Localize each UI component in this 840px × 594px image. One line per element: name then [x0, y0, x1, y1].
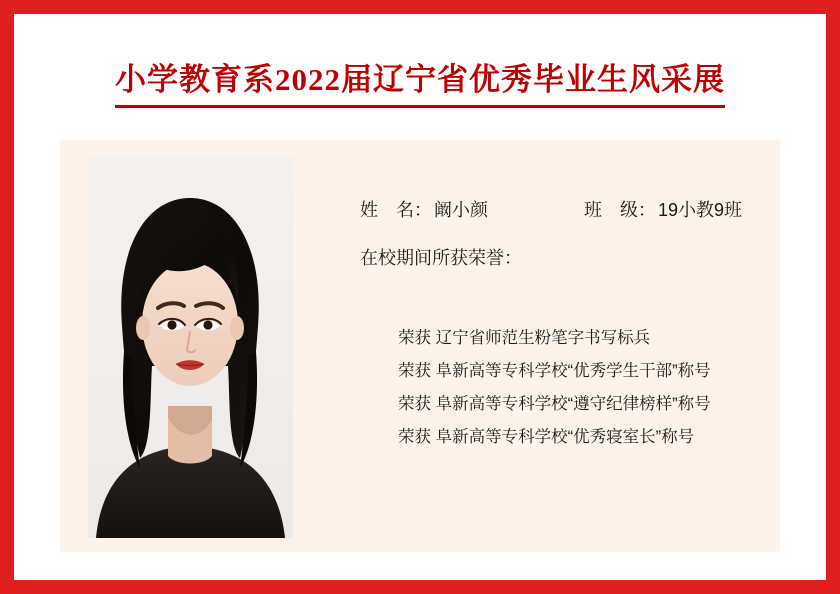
honors-list: [398, 322, 756, 454]
profile-info: [360, 196, 756, 454]
list-item: 荣获 阜新高等专科学校“遵守纪律榜样”称号: [398, 395, 711, 413]
poster-card: [14, 14, 826, 580]
name-class-row: [360, 196, 756, 222]
profile-card: [60, 140, 780, 552]
list-item: 荣获 阜新高等专科学校“优秀寝室长”称号: [398, 428, 695, 446]
list-item: 荣获 阜新高等专科学校“优秀学生干部”称号: [398, 362, 711, 380]
poster-title-area: [14, 14, 826, 108]
portrait-illustration: [88, 156, 293, 538]
honors-label: 在校期间所获荣誉：: [360, 248, 522, 268]
graduate-photo: [88, 156, 293, 538]
page-title: 小学教育系2022届辽宁省优秀毕业生风采展: [115, 54, 725, 108]
class-label: 班 级：: [584, 200, 656, 220]
list-item: 荣获 辽宁省师范生粉笔字书写标兵: [398, 329, 651, 347]
class-value: 19小教9班: [658, 200, 743, 220]
name-value: 阚小颜: [434, 200, 488, 220]
name-label: 姓 名：: [360, 200, 432, 220]
